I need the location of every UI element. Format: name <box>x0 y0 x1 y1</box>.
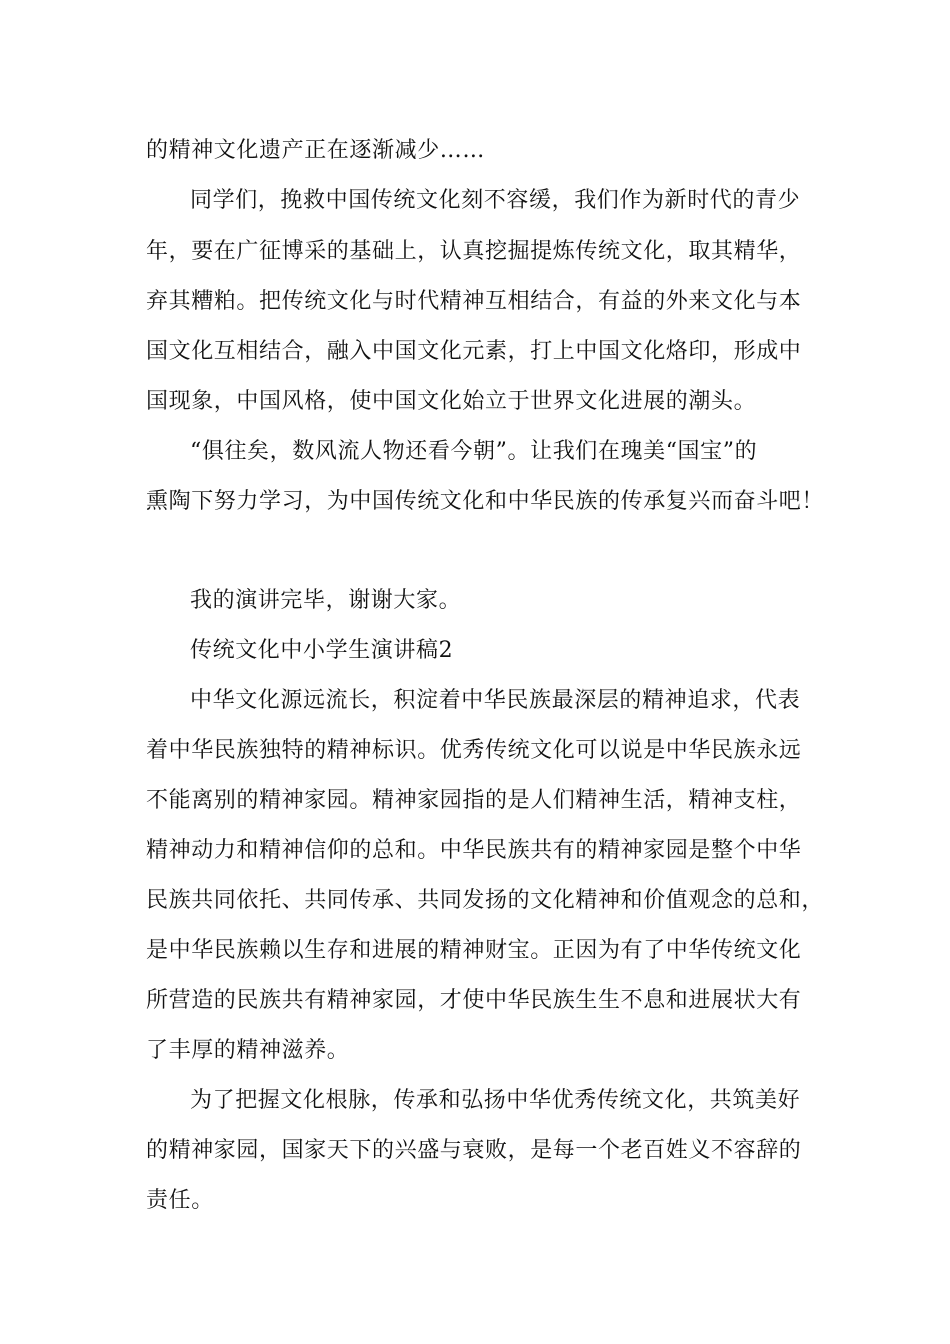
text-line: 了丰厚的精神滋养。 <box>146 1038 350 1063</box>
text-line: 年，要在广征博采的基础上，认真挖掘提炼传统文化，取其精华， <box>146 239 802 264</box>
text-line: “俱往矣，数风流人物还看今朝”。让我们在瑰美“国宝”的 <box>190 439 758 464</box>
closing-line: 我的演讲完毕，谢谢大家。 <box>190 588 462 613</box>
text-line: 熏陶下努力学习，为中国传统文化和中华民族的传承复兴而奋斗吧！ <box>146 489 825 514</box>
text-line: 同学们，挽救中国传统文化刻不容缓，我们作为新时代的青少 <box>190 188 801 213</box>
text-line: 的精神家园，国家天下的兴盛与衰败，是每一个老百姓义不容辞的 <box>146 1138 802 1163</box>
text-line: 着中华民族独特的精神标识。优秀传统文化可以说是中华民族永远 <box>146 738 802 763</box>
text-line: 中华文化源远流长，积淀着中华民族最深层的精神追求，代表 <box>190 688 801 713</box>
text-line: 的精神文化遗产正在逐渐减少…… <box>146 138 486 163</box>
text-line: 责任。 <box>146 1188 214 1213</box>
text-line: 精神动力和精神信仰的总和。中华民族共有的精神家园是整个中华 <box>146 838 802 863</box>
text-line: 民族共同依托、共同传承、共同发扬的文化精神和价值观念的总和， <box>146 888 825 913</box>
text-line: 是中华民族赖以生存和进展的精神财宝。正因为有了中华传统文化 <box>146 938 802 963</box>
text-line: 国现象，中国风格，使中国文化始立于世界文化进展的潮头。 <box>146 389 757 414</box>
text-line: 所营造的民族共有精神家园，才使中华民族生生不息和进展状大有 <box>146 988 802 1013</box>
section-title: 传统文化中小学生演讲稿2 <box>190 638 454 663</box>
text-line: 国文化互相结合，融入中国文化元素，打上中国文化烙印，形成中 <box>146 339 802 364</box>
text-line: 弃其糟粕。把传统文化与时代精神互相结合，有益的外来文化与本 <box>146 289 802 314</box>
text-line: 不能离别的精神家园。精神家园指的是人们精神生活，精神支柱， <box>146 788 802 813</box>
text-line: 为了把握文化根脉，传承和弘扬中华优秀传统文化，共筑美好 <box>190 1088 801 1113</box>
